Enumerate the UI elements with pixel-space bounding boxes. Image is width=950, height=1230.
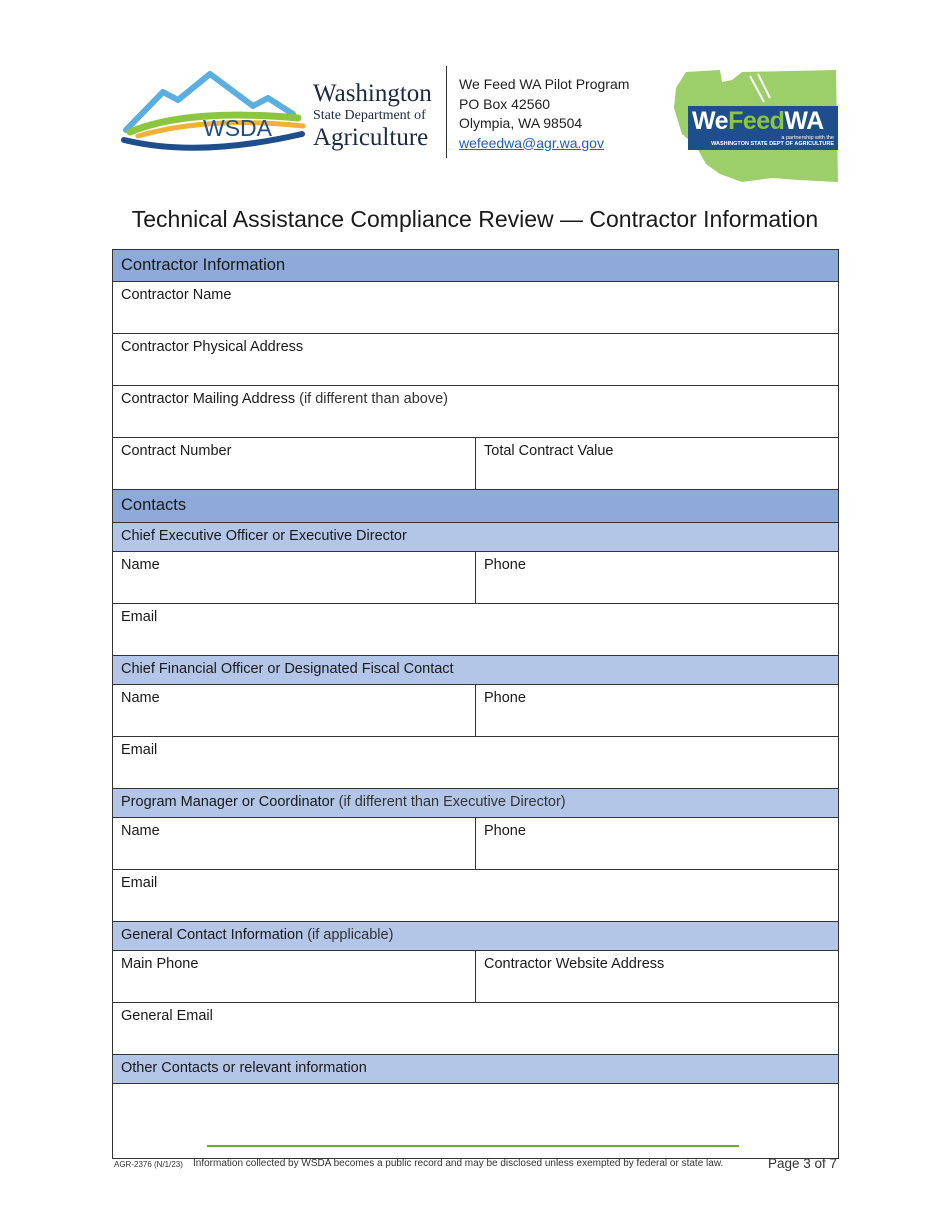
wefeedwa-wordmark — [692, 107, 824, 136]
physical-address-field[interactable] — [113, 334, 838, 385]
subsection-cfo — [112, 656, 839, 685]
field-label: Contractor Website Address — [484, 956, 665, 972]
wf-we: We — [692, 107, 729, 135]
general-email-row — [112, 1003, 839, 1055]
wsda-mountain-icon — [118, 68, 308, 158]
subsection-label: Chief Executive Officer or Executive Director — [121, 528, 407, 544]
contractor-name-field[interactable] — [113, 282, 838, 333]
field-label: Name — [121, 557, 160, 573]
field-label: Contractor Physical Address — [121, 339, 304, 355]
section-label: Contacts — [121, 496, 187, 514]
subsection-other-contacts — [112, 1055, 839, 1084]
pm-name-phone-row — [112, 818, 839, 870]
contractor-name-row — [112, 282, 839, 334]
po-box: PO Box 42560 — [459, 95, 551, 112]
contract-number-field[interactable] — [113, 438, 475, 489]
header-divider — [446, 66, 447, 158]
mailing-address-field[interactable] — [113, 386, 838, 437]
cfo-email-row — [112, 737, 839, 789]
section-label: Contractor Information — [121, 256, 286, 274]
field-label: Main Phone — [121, 956, 199, 972]
cfo-name-field[interactable] — [113, 685, 475, 736]
subsection-ceo — [112, 523, 839, 552]
pm-email-row — [112, 870, 839, 922]
subsection-program-manager — [112, 789, 839, 818]
total-contract-value-field[interactable] — [475, 438, 838, 489]
page-title: Technical Assistance Compliance Review — Contractor Information — [131, 206, 819, 232]
field-label: Name — [121, 690, 160, 706]
wsda-line-washington: Washington — [313, 80, 432, 107]
mailing-address-row — [112, 386, 839, 438]
page-header — [0, 0, 950, 200]
city-state-zip: Olympia, WA 98504 — [459, 115, 583, 131]
field-label: Contractor Mailing Address — [121, 391, 296, 407]
section-contractor-information — [112, 249, 839, 282]
ceo-phone-field[interactable] — [475, 552, 838, 603]
subsection-general-contact — [112, 922, 839, 951]
field-label: Contractor Name — [121, 287, 232, 303]
general-email-field[interactable] — [113, 1003, 838, 1054]
subsection-note: (if different than Executive Director) — [338, 794, 566, 810]
subsection-label: Chief Financial Officer or Designated Fiscal Contact — [121, 661, 454, 677]
main-phone-field[interactable] — [113, 951, 475, 1002]
field-label: Name — [121, 823, 160, 839]
contract-row — [112, 438, 839, 490]
cfo-email-field[interactable] — [113, 737, 838, 788]
other-contacts-row — [112, 1084, 839, 1159]
field-label: Contract Number — [121, 443, 232, 459]
physical-address-row — [112, 334, 839, 386]
wsda-line-state-dept: State Department of — [313, 108, 426, 123]
ceo-name-field[interactable] — [113, 552, 475, 603]
program-email-link[interactable]: wefeedwa@agr.wa.gov — [459, 134, 604, 151]
page-number: Page 3 of 7 — [768, 1156, 838, 1171]
field-label: Phone — [484, 557, 526, 573]
field-label: Total Contract Value — [484, 443, 614, 459]
ceo-name-phone-row — [112, 552, 839, 604]
ceo-email-field[interactable] — [113, 604, 838, 655]
ceo-email-row — [112, 604, 839, 656]
field-label: General Email — [121, 1008, 213, 1024]
wefeedwa-logo — [672, 68, 840, 186]
public-record-disclaimer: Information collected by WSDA becomes a public record and may be disclosed unless exempted by federal or state law. — [193, 1158, 724, 1169]
wefeedwa-badge — [688, 106, 838, 150]
footer-divider — [207, 1145, 739, 1147]
wsda-line-agriculture: Agriculture — [313, 124, 429, 151]
subsection-label: Program Manager or Coordinator — [121, 794, 335, 810]
program-name: We Feed WA Pilot Program — [459, 76, 630, 92]
wf-wa: WA — [784, 107, 824, 135]
wsda-mark-text: WSDA — [203, 115, 272, 141]
field-label: Phone — [484, 823, 526, 839]
pm-phone-field[interactable] — [475, 818, 838, 869]
field-label: Phone — [484, 690, 526, 706]
general-phone-website-row — [112, 951, 839, 1003]
contractor-form — [112, 249, 839, 1159]
cfo-name-phone-row — [112, 685, 839, 737]
form-id: AGR-2376 (N/1/23) — [114, 1160, 183, 1169]
wf-feed: Feed — [728, 107, 785, 135]
pm-email-field[interactable] — [113, 870, 838, 921]
program-address — [459, 75, 629, 153]
wf-partnership-text: a partnership with the — [781, 135, 834, 141]
field-label: Email — [121, 875, 158, 891]
wsda-logo — [118, 68, 438, 158]
wsda-wordmark — [313, 80, 432, 152]
field-label: Email — [121, 609, 158, 625]
field-note: (if different than above) — [299, 391, 448, 407]
website-address-field[interactable] — [475, 951, 838, 1002]
subsection-note: (if applicable) — [307, 927, 394, 943]
subsection-label: Other Contacts or relevant information — [121, 1060, 367, 1076]
field-label: Email — [121, 742, 158, 758]
wf-agency-text: WASHINGTON STATE DEPT OF AGRICULTURE — [711, 141, 834, 147]
pm-name-field[interactable] — [113, 818, 475, 869]
subsection-label: General Contact Information — [121, 927, 304, 943]
section-contacts — [112, 490, 839, 523]
cfo-phone-field[interactable] — [475, 685, 838, 736]
